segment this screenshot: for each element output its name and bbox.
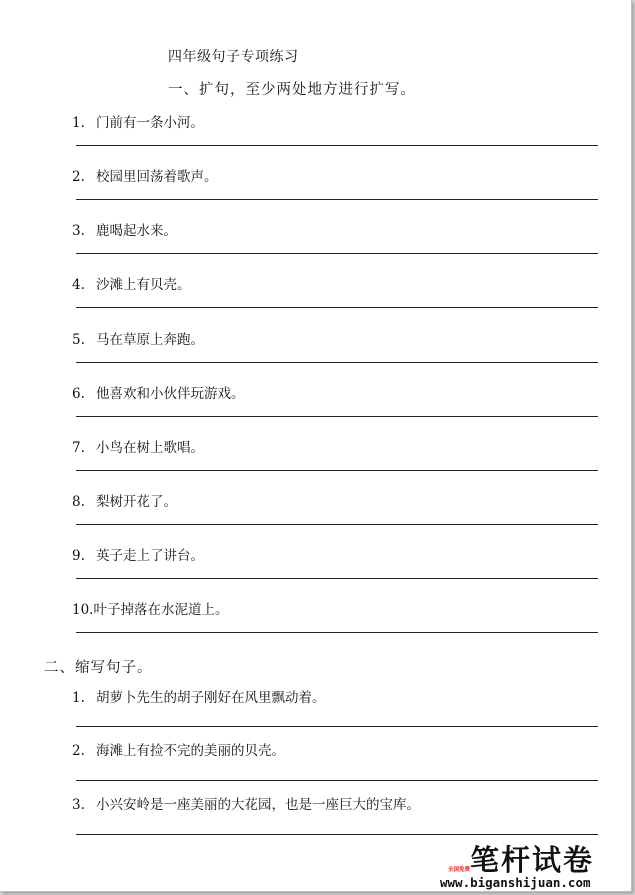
watermark-title: 笔杆试卷 [470, 843, 595, 877]
answer-line [76, 834, 598, 835]
item-sentence: 小兴安岭是一座美丽的大花园，也是一座巨大的宝库。 [96, 797, 420, 813]
answer-line [76, 780, 598, 781]
shorten-item-3 [72, 793, 598, 837]
answer-line [76, 726, 598, 727]
answer-line [76, 470, 598, 471]
section1-heading: 一、扩句，至少两处地方进行扩写。 [168, 82, 416, 98]
answer-line [76, 253, 598, 254]
item-number: 8. [72, 494, 85, 510]
answer-line [76, 199, 598, 200]
section2-heading: 二、缩写句子。 [44, 660, 153, 676]
expand-item-3 [72, 219, 598, 263]
expand-item-1 [72, 111, 598, 155]
answer-line [76, 307, 598, 308]
page-title: 四年级句子专项练习 [168, 49, 299, 65]
answer-line [76, 362, 598, 363]
item-number: 6. [72, 386, 85, 402]
expand-item-5 [72, 328, 598, 372]
expand-item-9 [72, 544, 598, 588]
answer-line [76, 632, 598, 633]
expand-item-6 [72, 382, 598, 426]
expand-item-10 [72, 598, 598, 642]
item-number: 9. [72, 548, 85, 564]
item-number: 3. [72, 223, 85, 239]
item-sentence: 梨树开花了。 [96, 494, 177, 510]
watermark-url: www.biganshijuan.com [440, 875, 591, 890]
answer-line [76, 145, 598, 146]
answer-line [76, 578, 598, 579]
item-sentence: 海滩上有捡不完的美丽的贝壳。 [96, 743, 285, 759]
item-number: 2. [72, 743, 85, 759]
item-number: 4. [72, 277, 85, 293]
item-sentence: 门前有一条小河。 [96, 115, 204, 131]
expand-item-2 [72, 165, 598, 209]
answer-line [76, 416, 598, 417]
item-sentence: 他喜欢和小伙伴玩游戏。 [96, 386, 245, 402]
expand-item-8 [72, 490, 598, 534]
item-sentence: 叶子掉落在水泥道上。 [93, 602, 229, 618]
answer-line [76, 524, 598, 525]
item-sentence: 沙滩上有贝壳。 [96, 277, 191, 293]
expand-item-4 [72, 273, 598, 317]
item-number: 7. [72, 440, 85, 456]
item-number: 2. [72, 169, 85, 185]
item-sentence: 校园里回荡着歌声。 [96, 169, 218, 185]
item-sentence: 胡萝卜先生的胡子刚好在风里飘动着。 [96, 690, 326, 706]
item-number: 5. [72, 332, 85, 348]
item-number: 1. [72, 690, 85, 706]
expand-item-7 [72, 436, 598, 480]
item-number: 3. [72, 797, 85, 813]
item-number: 1. [72, 115, 85, 131]
item-sentence: 小鸟在树上歌唱。 [96, 440, 204, 456]
item-sentence: 鹿喝起水来。 [96, 223, 177, 239]
shorten-item-2 [72, 739, 598, 783]
item-number: 10. [72, 602, 94, 618]
watermark-logo [440, 838, 620, 890]
item-sentence: 英子走上了讲台。 [96, 548, 204, 564]
watermark-badge: 全国免费 [448, 867, 471, 873]
item-sentence: 马在草原上奔跑。 [96, 332, 204, 348]
shorten-item-1 [72, 686, 598, 730]
